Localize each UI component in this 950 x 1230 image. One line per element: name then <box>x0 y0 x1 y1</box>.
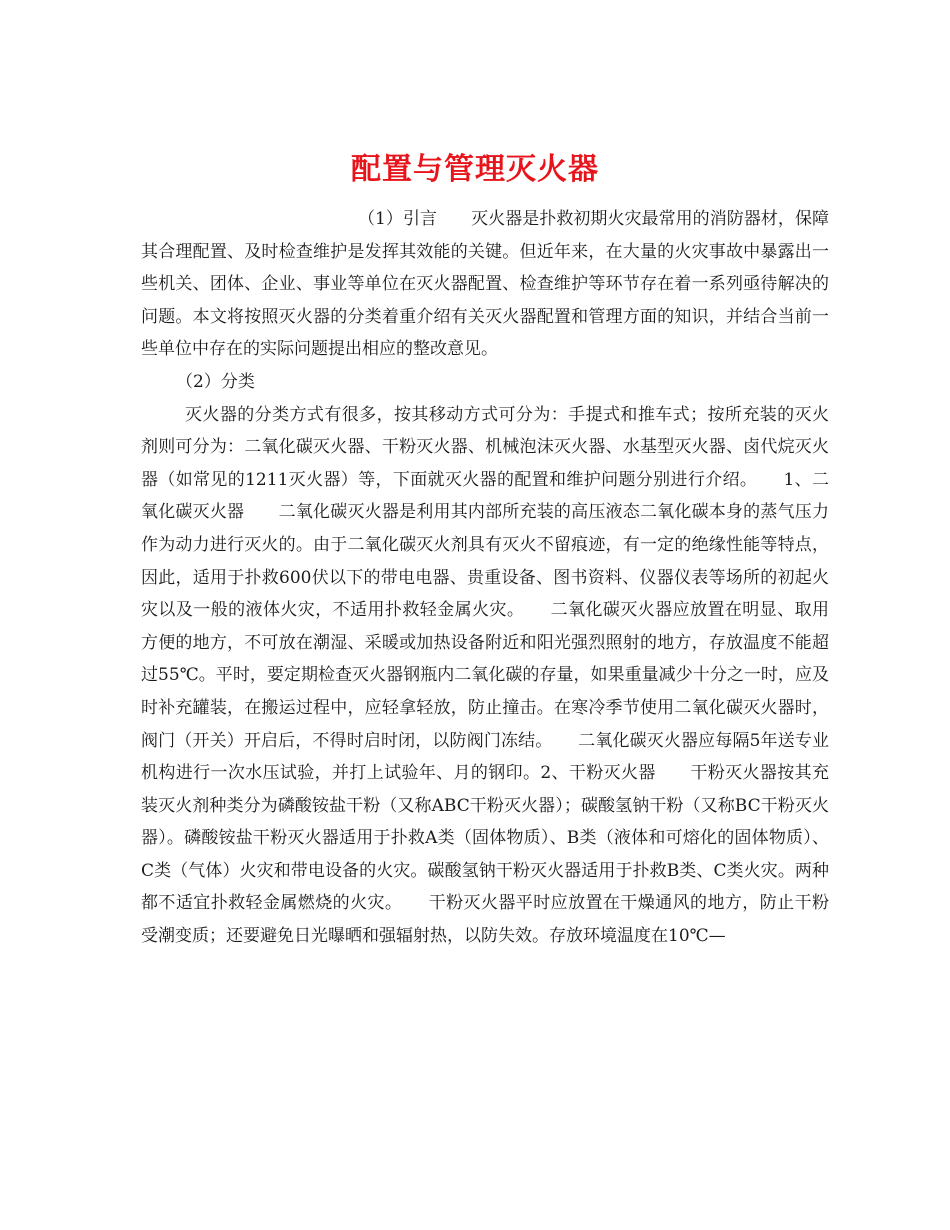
paragraph-introduction: （1）引言 灭火器是扑救初期火灾最常用的消防器材，保障其合理配置、及时检查维护是发挥其效能的关键。但近年来，在大量的火灾事故中暴露出一些机关、团体、企业、事业等单位在灭火器配置、检查维护等环节存在着一系列亟待解决的问题。本文将按照灭火器的分类着重介绍有关灭火器配置和管理方面的知识，并结合当前一些单位中存在的实际问题提出相应的整改意见。 <box>141 209 829 360</box>
document-body <box>141 203 829 953</box>
page-title: 配置与管理灭火器 <box>351 152 599 188</box>
paragraph-classification: 灭火器的分类方式有很多，按其移动方式可分为：手提式和推车式；按所充装的灭火剂则可分为：二氧化碳灭火器、干粉灭火器、机械泡沫灭火器、水基型灭火器、卤代烷灭火器（如常见的1211灭火器）等，下面就灭火器的配置和维护问题分别进行介绍。 1、二氧化碳灭火器 二氧化碳灭火器是利用其内部所充装的高压液态二氧化碳本身的蒸气压力作为动力进行灭火的。由于二氧化碳灭火剂具有灭火不留痕迹，有一定的绝缘性能等特点，因此，适用于扑救600伏以下的带电电器、贵重设备、图书资料、仪器仪表等场所的初起火灾以及一般的液体火灾，不适用扑救轻金属火灾。 二氧化碳灭火器应放置在明显、取用方便的地方，不可放在潮湿、采暖或加热设备附近和阳光强烈照射的地方，存放温度不能超过55℃。平时，要定期检查灭火器钢瓶内二氧化碳的存量，如果重量减少十分之一时，应及时补充罐装，在搬运过程中，应轻拿轻放，防止撞击。在寒冷季节使用二氧化碳灭火器时，阀门（开关）开启后，不得时启时闭，以防阀门冻结。 二氧化碳灭火器应每隔5年送专业机构进行一次水压试验，并打上试验年、月的钢印。2、干粉灭火器 干粉灭火器按其充装灭火剂种类分为磷酸铵盐干粉（又称ABC干粉灭火器）；碳酸氢钠干粉（又称BC干粉灭火器）。磷酸铵盐干粉灭火器适用于扑救A类（固体物质）、B类（液体和可熔化的固体物质）、C类（气体）火灾和带电设备的火灾。碳酸氢钠干粉灭火器适用于扑救B类、C类火灾。两种都不适宜扑救轻金属燃烧的火灾。 干粉灭火器平时应放置在干燥通风的地方，防止干粉受潮变质；还要避免日光曝晒和强辐射热，以防失效。存放环境温度在10℃— <box>141 404 829 947</box>
section-heading-classification: （2）分类 <box>176 371 255 392</box>
